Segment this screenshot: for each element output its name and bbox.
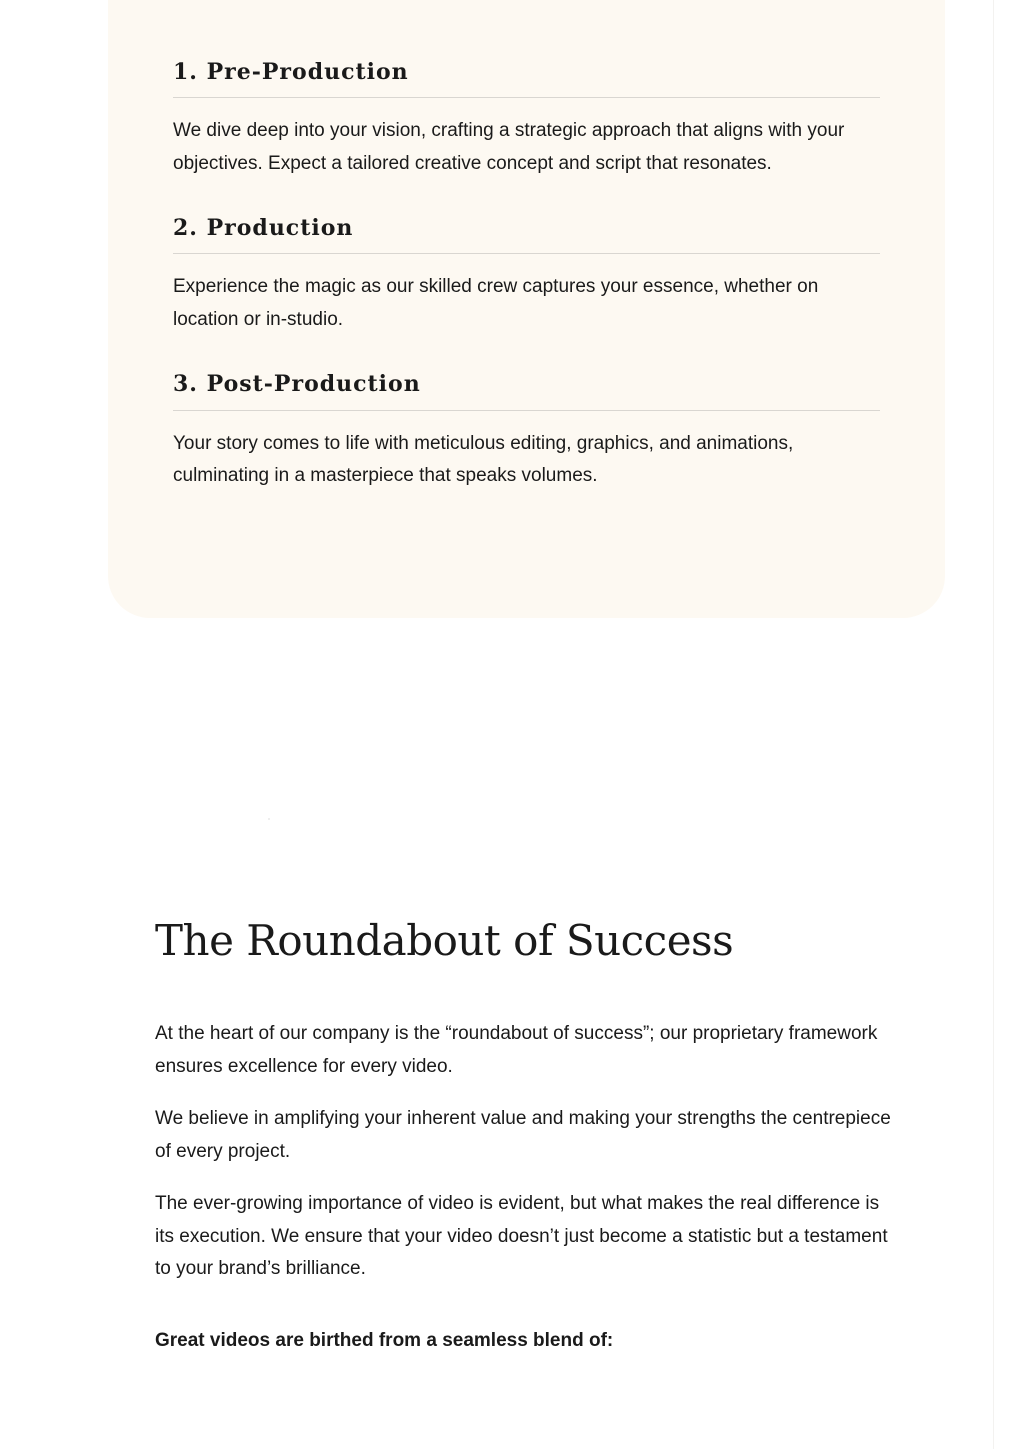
page-edge-divider: [993, 0, 994, 1449]
step-description: Experience the magic as our skilled crew captures your essence, whether on location or in-studio.: [173, 276, 819, 330]
roundabout-of-success-section: [155, 916, 900, 1357]
step-description: Your story comes to life with meticulous editing, graphics, and animations, culminating in a masterpiece that speaks volumes.: [173, 432, 794, 487]
production-process-card: [108, 0, 945, 618]
section-paragraph: At the heart of our company is the “roundabout of success”; our proprietary framework ensures excellence for every video.: [155, 1023, 878, 1077]
step-title: 3. Post-Production: [173, 372, 880, 410]
section-paragraph: The ever-growing importance of video is evident, but what makes the real difference is its execution. We ensure that your video doesn’t just become a statistic but a testament to your brand’s brilliance.: [155, 1193, 888, 1280]
section-title: The Roundabout of Success: [155, 916, 734, 965]
process-step-production: [173, 216, 880, 336]
process-step-pre-production: [173, 60, 880, 180]
step-title: 2. Production: [173, 216, 880, 254]
decorative-dot: [268, 818, 270, 820]
step-description: We dive deep into your vision, crafting a strategic approach that aligns with your objectives. Expect a tailored creative concept and script that resonates.: [173, 120, 845, 174]
process-steps: [173, 60, 880, 529]
step-title: 1. Pre-Production: [173, 60, 880, 98]
process-step-post-production: [173, 372, 880, 492]
section-paragraph: We believe in amplifying your inherent value and making your strengths the centrepiece of every project.: [155, 1108, 891, 1162]
section-lead-text: Great videos are birthed from a seamless blend of:: [155, 1329, 614, 1351]
